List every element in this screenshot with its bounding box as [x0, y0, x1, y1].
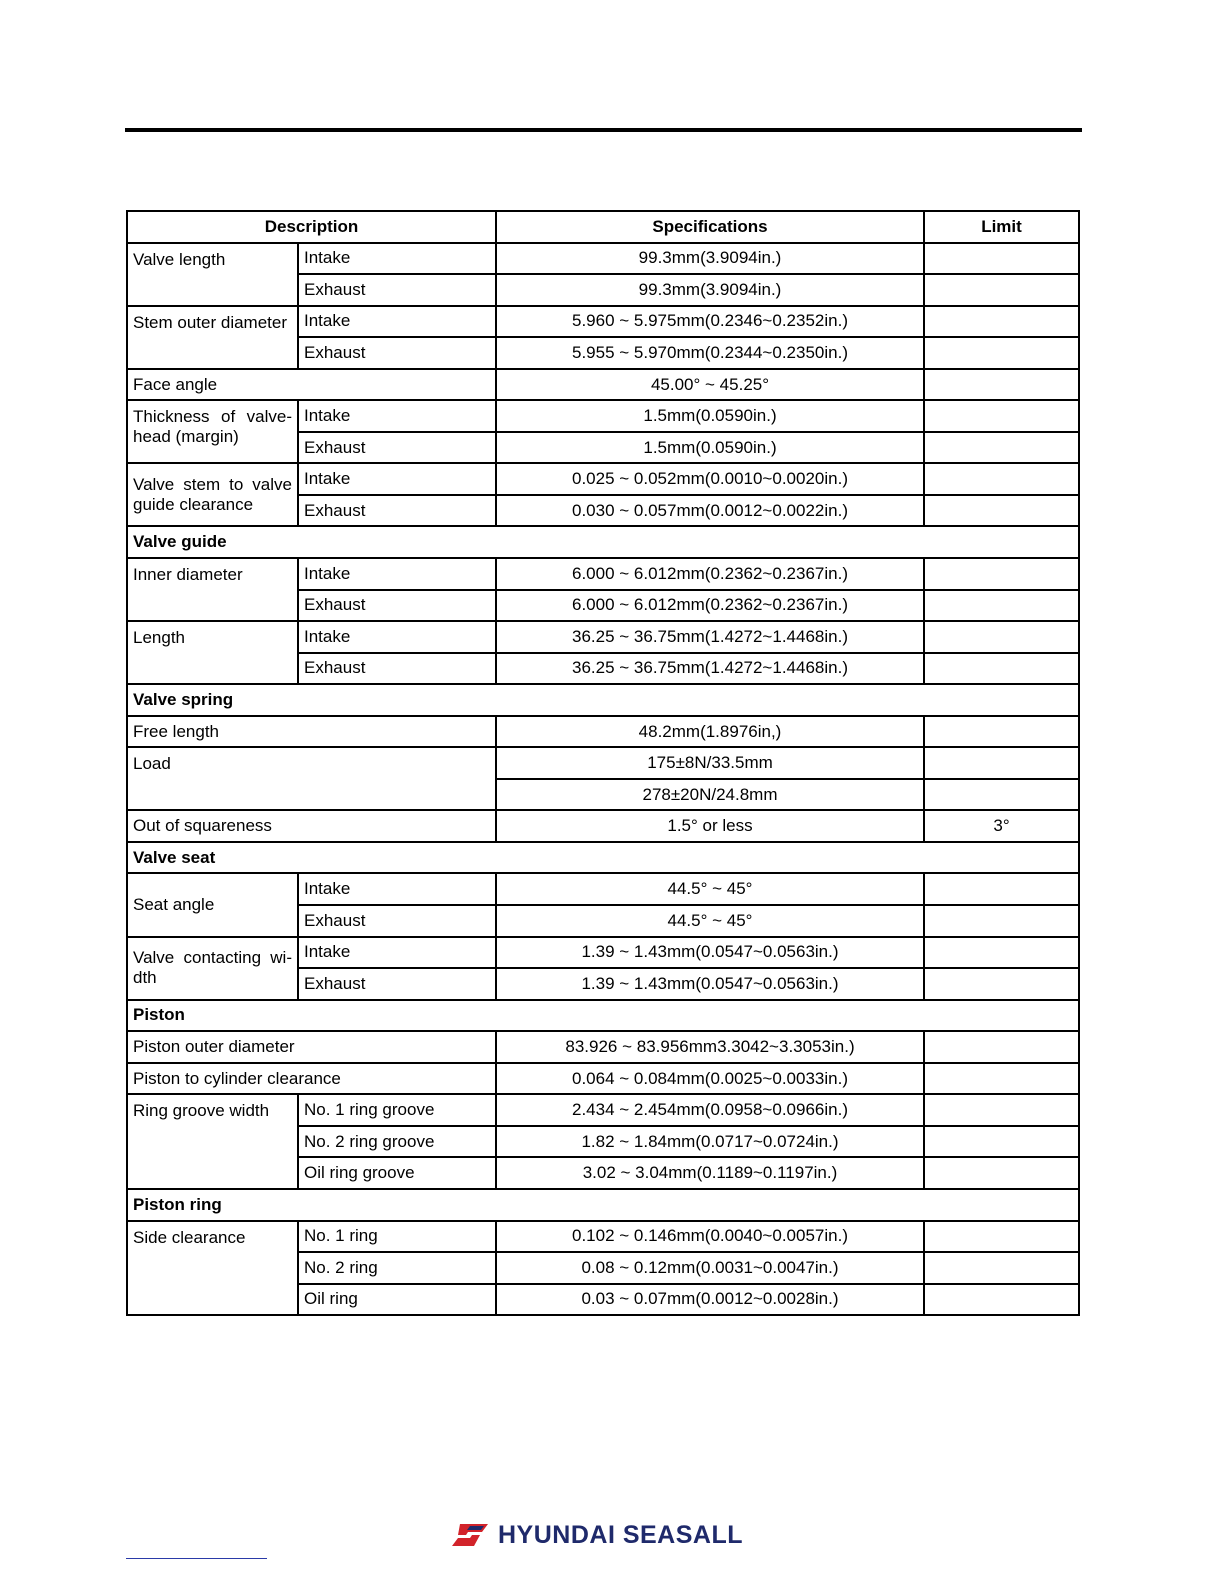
row-sublabel: Oil ring — [298, 1284, 496, 1316]
row-label: Face angle — [127, 369, 496, 401]
row-spec: 0.025 ~ 0.052mm(0.0010~0.0020in.) — [496, 463, 924, 495]
row-sublabel: Exhaust — [298, 495, 496, 527]
row-label: Free length — [127, 716, 496, 748]
row-spec: 36.25 ~ 36.75mm(1.4272~1.4468in.) — [496, 621, 924, 653]
row-spec: 99.3mm(3.9094in.) — [496, 274, 924, 306]
row-sublabel: Intake — [298, 937, 496, 969]
table-row — [127, 621, 1079, 653]
section-title: Piston ring — [127, 1189, 1079, 1221]
table-row — [127, 810, 1079, 842]
row-spec: 1.82 ~ 1.84mm(0.0717~0.0724in.) — [496, 1126, 924, 1158]
row-spec: 0.03 ~ 0.07mm(0.0012~0.0028in.) — [496, 1284, 924, 1316]
row-spec: 6.000 ~ 6.012mm(0.2362~0.2367in.) — [496, 590, 924, 622]
specification-table — [126, 210, 1080, 1316]
table-row — [127, 369, 1079, 401]
row-limit — [924, 369, 1079, 401]
section-row — [127, 842, 1079, 874]
row-spec: 83.926 ~ 83.956mm3.3042~3.3053in.) — [496, 1031, 924, 1063]
row-limit — [924, 337, 1079, 369]
footer-link-underline — [126, 1558, 267, 1559]
row-spec: 0.08 ~ 0.12mm(0.0031~0.0047in.) — [496, 1252, 924, 1284]
table-row — [127, 400, 1079, 432]
row-limit — [924, 937, 1079, 969]
row-limit — [924, 1063, 1079, 1095]
row-sublabel: Intake — [298, 463, 496, 495]
table-row — [127, 1221, 1079, 1253]
table-row — [127, 463, 1079, 495]
row-sublabel: Oil ring groove — [298, 1157, 496, 1189]
row-sublabel: Intake — [298, 558, 496, 590]
row-spec: 0.064 ~ 0.084mm(0.0025~0.0033in.) — [496, 1063, 924, 1095]
table-row — [127, 873, 1079, 905]
table-header-row — [127, 211, 1079, 243]
header-description: Description — [127, 211, 496, 243]
row-label: Length — [127, 621, 298, 684]
section-title: Valve guide — [127, 526, 1079, 558]
row-spec: 1.5mm(0.0590in.) — [496, 400, 924, 432]
row-label: Stem outer diameter — [127, 306, 298, 369]
row-label: Valve stem to valve guide clearance — [127, 463, 298, 526]
row-sublabel: No. 1 ring groove — [298, 1094, 496, 1126]
row-label: Piston to cylinder clearance — [127, 1063, 496, 1095]
row-label: Seat angle — [127, 873, 298, 936]
row-spec: 1.5mm(0.0590in.) — [496, 432, 924, 464]
row-spec: 1.39 ~ 1.43mm(0.0547~0.0563in.) — [496, 937, 924, 969]
row-limit — [924, 1284, 1079, 1316]
logo-text: HYUNDAI SEASALL — [498, 1520, 744, 1549]
section-title: Valve seat — [127, 842, 1079, 874]
row-sublabel: Intake — [298, 621, 496, 653]
header-specifications: Specifications — [496, 211, 924, 243]
row-spec: 36.25 ~ 36.75mm(1.4272~1.4468in.) — [496, 653, 924, 685]
section-row — [127, 526, 1079, 558]
section-row — [127, 1189, 1079, 1221]
row-label: Piston outer diameter — [127, 1031, 496, 1063]
row-sublabel: Exhaust — [298, 968, 496, 1000]
row-sublabel: Exhaust — [298, 432, 496, 464]
section-title: Valve spring — [127, 684, 1079, 716]
row-label: Valve length — [127, 243, 298, 306]
row-limit — [924, 432, 1079, 464]
row-sublabel: Intake — [298, 243, 496, 275]
hyundai-seasall-logo — [450, 1519, 743, 1551]
row-spec: 0.102 ~ 0.146mm(0.0040~0.0057in.) — [496, 1221, 924, 1253]
row-sublabel: Intake — [298, 306, 496, 338]
row-sublabel: No. 2 ring groove — [298, 1126, 496, 1158]
top-rule — [125, 128, 1082, 132]
table-row — [127, 937, 1079, 969]
row-spec: 5.955 ~ 5.970mm(0.2344~0.2350in.) — [496, 337, 924, 369]
header-limit: Limit — [924, 211, 1079, 243]
row-spec: 175±8N/33.5mm — [496, 747, 924, 779]
row-label: Valve contacting wi-dth — [127, 937, 298, 1000]
row-spec: 6.000 ~ 6.012mm(0.2362~0.2367in.) — [496, 558, 924, 590]
row-limit — [924, 1252, 1079, 1284]
row-label: Inner diameter — [127, 558, 298, 621]
row-spec: 48.2mm(1.8976in,) — [496, 716, 924, 748]
row-limit — [924, 873, 1079, 905]
row-spec: 1.5° or less — [496, 810, 924, 842]
row-sublabel: Exhaust — [298, 590, 496, 622]
table-row — [127, 1063, 1079, 1095]
row-sublabel: Exhaust — [298, 274, 496, 306]
row-limit — [924, 653, 1079, 685]
row-spec: 2.434 ~ 2.454mm(0.0958~0.0966in.) — [496, 1094, 924, 1126]
row-label: Side clearance — [127, 1221, 298, 1316]
row-limit — [924, 1126, 1079, 1158]
row-limit — [924, 747, 1079, 779]
row-limit — [924, 905, 1079, 937]
row-limit — [924, 1221, 1079, 1253]
row-limit — [924, 621, 1079, 653]
row-limit — [924, 495, 1079, 527]
brand-mark-icon — [450, 1522, 490, 1548]
row-spec: 44.5° ~ 45° — [496, 905, 924, 937]
section-row — [127, 1000, 1079, 1032]
row-label: Out of squareness — [127, 810, 496, 842]
table-row — [127, 747, 1079, 779]
table-row — [127, 1031, 1079, 1063]
row-sublabel: Intake — [298, 873, 496, 905]
row-spec: 45.00° ~ 45.25° — [496, 369, 924, 401]
row-limit — [924, 243, 1079, 275]
row-spec: 5.960 ~ 5.975mm(0.2346~0.2352in.) — [496, 306, 924, 338]
row-spec: 3.02 ~ 3.04mm(0.1189~0.1197in.) — [496, 1157, 924, 1189]
table-row — [127, 243, 1079, 275]
row-limit — [924, 1031, 1079, 1063]
row-limit — [924, 1157, 1079, 1189]
row-sublabel: No. 1 ring — [298, 1221, 496, 1253]
row-limit — [924, 968, 1079, 1000]
row-limit — [924, 590, 1079, 622]
row-limit: 3° — [924, 810, 1079, 842]
row-limit — [924, 400, 1079, 432]
row-limit — [924, 1094, 1079, 1126]
row-sublabel: Exhaust — [298, 905, 496, 937]
row-label: Load — [127, 747, 496, 810]
row-sublabel: Intake — [298, 400, 496, 432]
table-row — [127, 558, 1079, 590]
row-label: Thickness of valve-head (margin) — [127, 400, 298, 463]
section-row — [127, 684, 1079, 716]
row-limit — [924, 306, 1079, 338]
row-sublabel: Exhaust — [298, 653, 496, 685]
row-limit — [924, 274, 1079, 306]
row-spec: 278±20N/24.8mm — [496, 779, 924, 811]
row-sublabel: No. 2 ring — [298, 1252, 496, 1284]
row-spec: 0.030 ~ 0.057mm(0.0012~0.0022in.) — [496, 495, 924, 527]
table-row — [127, 1094, 1079, 1126]
row-sublabel: Exhaust — [298, 337, 496, 369]
section-title: Piston — [127, 1000, 1079, 1032]
row-limit — [924, 716, 1079, 748]
table-row — [127, 306, 1079, 338]
row-limit — [924, 463, 1079, 495]
row-spec: 99.3mm(3.9094in.) — [496, 243, 924, 275]
row-limit — [924, 779, 1079, 811]
table-row — [127, 716, 1079, 748]
row-spec: 1.39 ~ 1.43mm(0.0547~0.0563in.) — [496, 968, 924, 1000]
row-limit — [924, 558, 1079, 590]
row-spec: 44.5° ~ 45° — [496, 873, 924, 905]
row-label: Ring groove width — [127, 1094, 298, 1189]
